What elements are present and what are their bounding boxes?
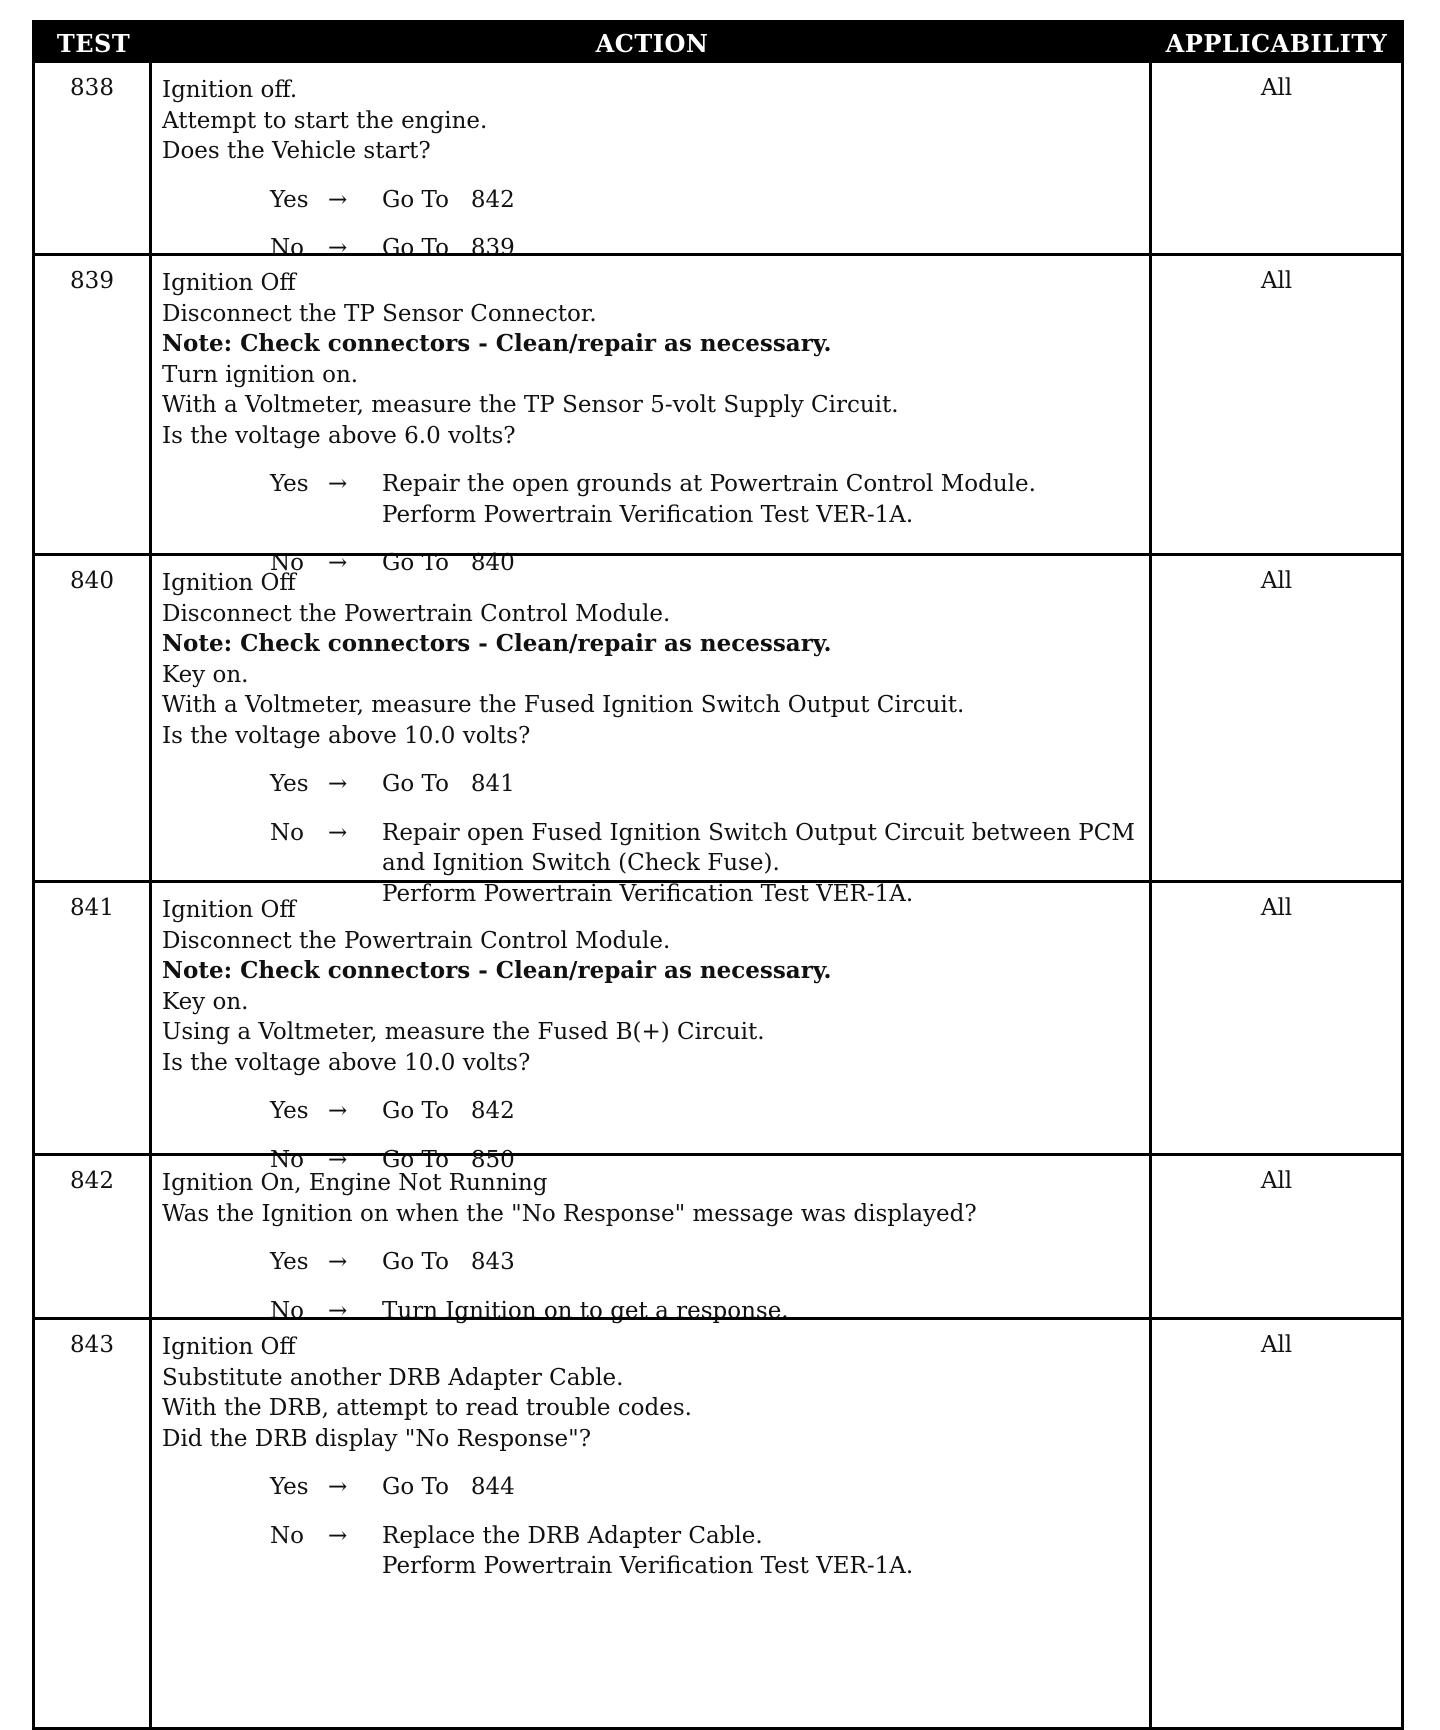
arrow-right-icon: → bbox=[328, 235, 348, 261]
branch-label: No bbox=[270, 1297, 304, 1324]
arrow-right-icon: → bbox=[328, 1249, 348, 1275]
arrow-right-icon: → bbox=[328, 771, 348, 797]
action-line: Key on. bbox=[162, 661, 249, 688]
header-applicability: APPLICABILITY bbox=[1165, 28, 1388, 58]
table-row bbox=[35, 253, 1401, 576]
branch-label: Yes bbox=[270, 186, 309, 213]
arrow-right-icon: → bbox=[328, 1297, 348, 1324]
branch-yes bbox=[270, 1096, 1139, 1127]
table-body bbox=[35, 63, 1401, 1727]
applicability-value: All bbox=[1260, 75, 1293, 101]
branch-label: No bbox=[270, 235, 304, 261]
result-line: Go To 840 bbox=[382, 550, 515, 576]
action-cell bbox=[152, 256, 1152, 576]
diagnostic-test-table bbox=[32, 20, 1404, 1730]
table-row bbox=[35, 880, 1401, 1173]
applicability-value: All bbox=[1260, 1168, 1293, 1194]
arrow-right-icon: → bbox=[328, 819, 348, 846]
table-row bbox=[35, 553, 1401, 907]
result-line: Go To 842 bbox=[382, 1098, 515, 1124]
branch-no bbox=[270, 1521, 1139, 1582]
test-number: 843 bbox=[35, 1320, 152, 1727]
branch-yes bbox=[270, 1247, 1139, 1278]
test-number: 839 bbox=[35, 256, 152, 553]
result-line: Go To 842 bbox=[382, 186, 515, 213]
arrow-right-icon: → bbox=[328, 1474, 348, 1500]
applicability-value: All bbox=[1260, 1332, 1293, 1358]
action-line: Turn ignition on. bbox=[162, 361, 359, 388]
table-row bbox=[35, 1153, 1401, 1324]
result-line: Turn Ignition on to get a response. bbox=[382, 1297, 789, 1324]
action-line: Did the DRB display "No Response"? bbox=[162, 1425, 592, 1452]
action-line: Attempt to start the engine. bbox=[162, 107, 488, 134]
branch-yes bbox=[270, 469, 1139, 530]
action-line: Using a Voltmeter, measure the Fused B(+) Circuit. bbox=[162, 1019, 765, 1045]
action-line: Key on. bbox=[162, 988, 249, 1015]
header-test: TEST bbox=[56, 28, 131, 58]
branch-label: Yes bbox=[270, 1098, 309, 1124]
test-number: 838 bbox=[35, 63, 152, 253]
action-line: Is the voltage above 10.0 volts? bbox=[162, 1049, 531, 1076]
branch-label: No bbox=[270, 1522, 304, 1549]
branch-result bbox=[382, 469, 1139, 530]
applicability-value: All bbox=[1260, 268, 1293, 294]
action-line: Ignition Off bbox=[162, 1334, 296, 1360]
result-line: Go To 841 bbox=[382, 771, 515, 797]
test-number: 840 bbox=[35, 556, 152, 880]
arrow-right-icon: → bbox=[328, 186, 348, 213]
action-line: Does the Vehicle start? bbox=[162, 138, 431, 164]
action-line: Ignition off. bbox=[162, 77, 298, 103]
arrow-right-icon: → bbox=[328, 550, 348, 576]
action-line: Was the Ignition on when the "No Response" message was displayed? bbox=[162, 1200, 977, 1227]
branch-label: No bbox=[270, 819, 304, 846]
action-cell bbox=[152, 1156, 1152, 1324]
note-line: Note: Check connectors - Clean/repair as necessary. bbox=[162, 957, 832, 984]
branch-yes bbox=[270, 1472, 1139, 1503]
result-line: Go To 844 bbox=[382, 1474, 515, 1500]
applicability-value: All bbox=[1260, 895, 1293, 921]
branch-result bbox=[382, 1247, 1139, 1278]
result-line: Replace the DRB Adapter Cable. bbox=[382, 1522, 763, 1549]
action-line: Substitute another DRB Adapter Cable. bbox=[162, 1364, 624, 1391]
branch-label: Yes bbox=[270, 771, 309, 797]
branch-result bbox=[382, 185, 1139, 216]
note-line: Note: Check connectors - Clean/repair as necessary. bbox=[162, 630, 832, 657]
action-line: Is the voltage above 10.0 volts? bbox=[162, 722, 531, 749]
result-line: Go To 839 bbox=[382, 235, 515, 261]
branch-result bbox=[382, 769, 1139, 800]
result-line: Repair the open grounds at Powertrain Control Module. bbox=[382, 471, 1036, 497]
applicability-value: All bbox=[1260, 568, 1293, 594]
arrow-right-icon: → bbox=[328, 1098, 348, 1124]
action-cell bbox=[152, 63, 1152, 261]
result-line: Go To 843 bbox=[382, 1249, 515, 1275]
action-line: Ignition On, Engine Not Running bbox=[162, 1170, 548, 1196]
arrow-right-icon: → bbox=[328, 471, 348, 497]
header-action: ACTION bbox=[595, 28, 709, 58]
branch-label: Yes bbox=[270, 1474, 309, 1500]
branch-label: Yes bbox=[270, 1249, 309, 1275]
action-line: Disconnect the TP Sensor Connector. bbox=[162, 300, 597, 327]
result-line: Repair open Fused Ignition Switch Output Circuit between PCM bbox=[382, 819, 1135, 846]
result-line: Perform Powertrain Verification Test VER-1A. bbox=[382, 501, 914, 528]
branch-yes bbox=[270, 185, 1139, 216]
action-line: Ignition Off bbox=[162, 897, 296, 923]
action-line: Disconnect the Powertrain Control Module. bbox=[162, 927, 671, 954]
table-header bbox=[35, 23, 1401, 63]
test-number: 841 bbox=[35, 883, 152, 1153]
test-number: 842 bbox=[35, 1156, 152, 1317]
branch-yes bbox=[270, 769, 1139, 800]
branch-result bbox=[382, 1096, 1139, 1127]
table-row bbox=[35, 63, 1401, 261]
action-cell bbox=[152, 1320, 1152, 1727]
arrow-right-icon: → bbox=[328, 1522, 348, 1549]
branch-result bbox=[382, 1472, 1139, 1503]
note-line: Note: Check connectors - Clean/repair as necessary. bbox=[162, 330, 832, 357]
action-cell bbox=[152, 883, 1152, 1173]
action-line: With the DRB, attempt to read trouble codes. bbox=[162, 1395, 692, 1421]
action-line: With a Voltmeter, measure the Fused Ignition Switch Output Circuit. bbox=[162, 692, 965, 718]
action-line: Is the voltage above 6.0 volts? bbox=[162, 422, 516, 449]
arrow-right-icon: → bbox=[328, 1146, 348, 1173]
branch-label: No bbox=[270, 1146, 304, 1173]
action-line: Ignition Off bbox=[162, 270, 296, 296]
action-cell bbox=[152, 556, 1152, 907]
result-line: Perform Powertrain Verification Test VER-1A. bbox=[382, 1553, 914, 1579]
result-line: Perform Powertrain Verification Test VER-1A. bbox=[382, 880, 914, 907]
table-row bbox=[35, 1317, 1401, 1727]
branch-result bbox=[382, 1521, 1139, 1582]
action-line: Ignition Off bbox=[162, 570, 296, 596]
branch-label: No bbox=[270, 550, 304, 576]
branch-label: Yes bbox=[270, 471, 309, 497]
result-line: Go To 850 bbox=[382, 1146, 515, 1173]
action-line: With a Voltmeter, measure the TP Sensor 5-volt Supply Circuit. bbox=[162, 392, 899, 418]
result-line: and Ignition Switch (Check Fuse). bbox=[382, 850, 780, 876]
action-line: Disconnect the Powertrain Control Module. bbox=[162, 600, 671, 627]
